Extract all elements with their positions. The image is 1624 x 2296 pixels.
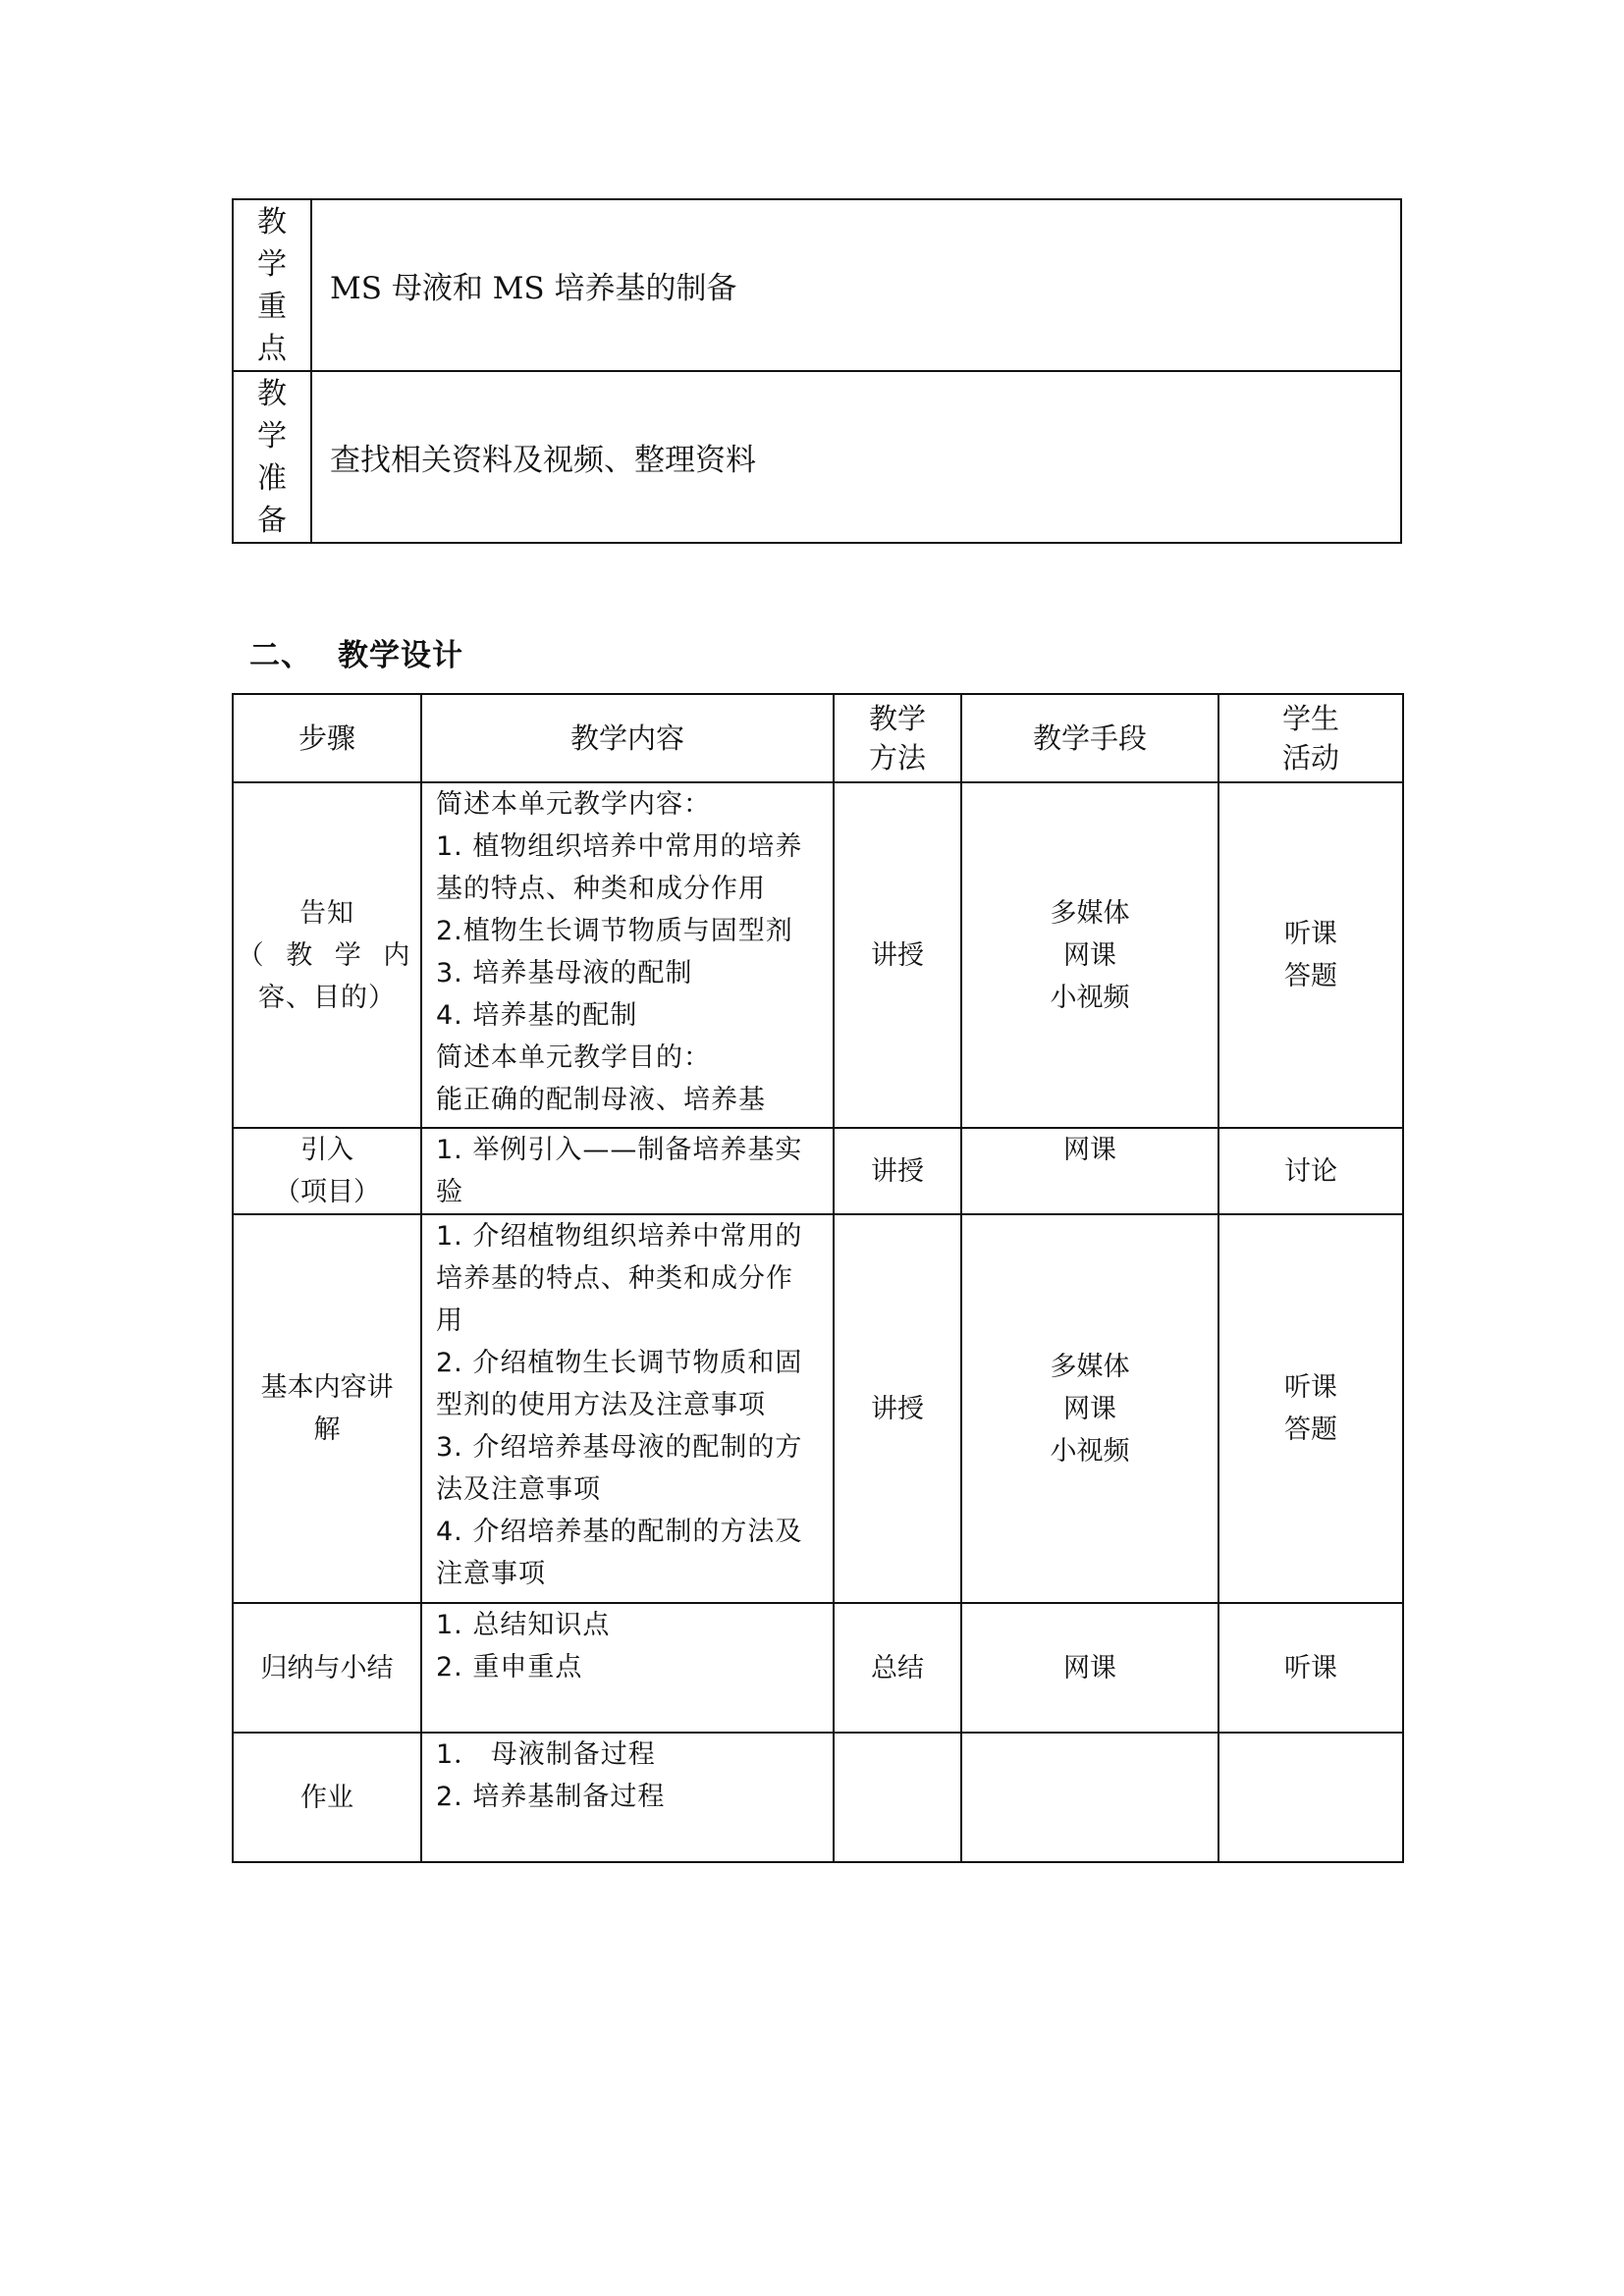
content-line: 3. 介绍培养基母液的配制的方 bbox=[436, 1432, 803, 1463]
means-line: 网课 bbox=[1063, 1135, 1116, 1165]
content-line: 1. 举例引入——制备培养基实 bbox=[436, 1135, 803, 1165]
step-line: 归纳与小结 bbox=[260, 1652, 394, 1683]
activity-cell bbox=[1218, 782, 1403, 1128]
label-char: 备 bbox=[257, 503, 287, 538]
preparation-row bbox=[233, 371, 1401, 543]
activity-line: 听课 bbox=[1284, 1372, 1337, 1403]
activity-line: 答题 bbox=[1284, 1415, 1337, 1445]
content-line: 4. 介绍培养基的配制的方法及 bbox=[436, 1517, 803, 1547]
activity-cell bbox=[1218, 1128, 1403, 1214]
header-content: 教学内容 bbox=[421, 694, 834, 782]
key-points-row bbox=[233, 199, 1401, 371]
content-line: 基的特点、种类和成分作用 bbox=[436, 874, 766, 904]
content-cell bbox=[421, 1603, 834, 1733]
content-line: 3. 培养基母液的配制 bbox=[436, 958, 693, 988]
table-row bbox=[233, 1603, 1403, 1733]
means-line: 多媒体 bbox=[1050, 897, 1130, 929]
method-cell: 讲授 bbox=[834, 1214, 961, 1603]
table-row bbox=[233, 1733, 1403, 1862]
method-cell bbox=[834, 1733, 961, 1862]
label-char: 教 bbox=[257, 376, 287, 411]
method-cell: 讲授 bbox=[834, 782, 961, 1128]
activity-line: 听课 bbox=[1284, 1652, 1337, 1683]
content-line: 4. 培养基的配制 bbox=[436, 1000, 638, 1031]
header-method bbox=[834, 694, 961, 782]
content-line: 法及注意事项 bbox=[436, 1474, 601, 1505]
key-points-label bbox=[233, 199, 311, 371]
teaching-design-table bbox=[232, 693, 1404, 1863]
activity-line: 听课 bbox=[1284, 919, 1337, 949]
content-line: 1. 总结知识点 bbox=[436, 1610, 611, 1640]
means-cell bbox=[961, 1733, 1218, 1862]
content-line: 注意事项 bbox=[436, 1559, 546, 1589]
content-line: 1. 植物组织培养中常用的培养 bbox=[436, 831, 803, 862]
label-char: 学 bbox=[257, 418, 287, 454]
means-cell bbox=[961, 1214, 1218, 1603]
step-line: 容、目的） bbox=[258, 982, 396, 1013]
content-line: 1. 介绍植物组织培养中常用的 bbox=[436, 1221, 803, 1252]
section-heading bbox=[249, 630, 463, 674]
step-line: 作业 bbox=[300, 1782, 353, 1813]
content-line: 2. 培养基制备过程 bbox=[436, 1782, 666, 1812]
content-cell bbox=[421, 1128, 834, 1214]
label-char: 教 bbox=[257, 204, 287, 240]
step-cell bbox=[233, 782, 421, 1128]
header-means: 教学手段 bbox=[961, 694, 1218, 782]
step-line: 引入 bbox=[300, 1135, 353, 1165]
content-line: 简述本单元教学内容： bbox=[436, 789, 711, 820]
content-cell bbox=[421, 1214, 834, 1603]
label-char: 点 bbox=[257, 331, 287, 366]
means-line: 多媒体 bbox=[1050, 1351, 1130, 1382]
content-line: 用 bbox=[436, 1306, 463, 1336]
section-number: 二、 bbox=[249, 638, 312, 673]
label-char: 重 bbox=[257, 289, 287, 324]
step-line: 解 bbox=[313, 1415, 341, 1445]
step-line: （ 教 学 内 bbox=[237, 939, 417, 971]
step-line: 告知 bbox=[299, 897, 354, 929]
table-row bbox=[233, 782, 1403, 1128]
top-info-table bbox=[232, 198, 1402, 544]
header-activity bbox=[1218, 694, 1403, 782]
table-header-row bbox=[233, 694, 1403, 782]
means-cell bbox=[961, 1128, 1218, 1214]
content-cell bbox=[421, 1733, 834, 1862]
means-line: 小视频 bbox=[1050, 982, 1130, 1013]
content-line: 型剂的使用方法及注意事项 bbox=[436, 1390, 766, 1420]
step-cell bbox=[233, 1128, 421, 1214]
header-method-line: 方法 bbox=[868, 741, 926, 774]
method-cell: 讲授 bbox=[834, 1128, 961, 1214]
header-activity-line: 活动 bbox=[1281, 741, 1339, 774]
means-cell bbox=[961, 1603, 1218, 1733]
preparation-content: 查找相关资料及视频、整理资料 bbox=[311, 371, 1401, 543]
step-line: （项目） bbox=[274, 1177, 380, 1207]
table-row bbox=[233, 1128, 1403, 1214]
content-cell bbox=[421, 782, 834, 1128]
activity-cell bbox=[1218, 1733, 1403, 1862]
step-line: 基本内容讲 bbox=[260, 1372, 394, 1403]
step-cell bbox=[233, 1733, 421, 1862]
section-title: 教学设计 bbox=[338, 638, 463, 673]
label-char: 准 bbox=[257, 460, 287, 496]
means-line: 网课 bbox=[1063, 1652, 1116, 1683]
header-step: 步骤 bbox=[233, 694, 421, 782]
activity-cell bbox=[1218, 1603, 1403, 1733]
content-line: 2. 重申重点 bbox=[436, 1652, 583, 1682]
activity-line: 讨论 bbox=[1284, 1155, 1337, 1187]
content-line: 1． 母液制备过程 bbox=[436, 1739, 656, 1770]
content-line: 能正确的配制母液、培养基 bbox=[436, 1085, 766, 1115]
activity-line: 答题 bbox=[1284, 961, 1337, 991]
content-line: 简述本单元教学目的： bbox=[436, 1042, 711, 1073]
content-line: 2. 介绍植物生长调节物质和固 bbox=[436, 1348, 803, 1378]
means-line: 网课 bbox=[1063, 1393, 1116, 1424]
preparation-label bbox=[233, 371, 311, 543]
means-line: 小视频 bbox=[1050, 1435, 1130, 1467]
header-method-line: 教学 bbox=[868, 702, 926, 735]
content-line: 培养基的特点、种类和成分作 bbox=[436, 1263, 793, 1294]
step-cell bbox=[233, 1214, 421, 1603]
means-cell bbox=[961, 782, 1218, 1128]
header-activity-line: 学生 bbox=[1281, 702, 1339, 735]
table-row bbox=[233, 1214, 1403, 1603]
content-line: 2.植物生长调节物质与固型剂 bbox=[436, 916, 793, 946]
step-cell bbox=[233, 1603, 421, 1733]
key-points-content: MS 母液和 MS 培养基的制备 bbox=[311, 199, 1401, 371]
content-line: 验 bbox=[436, 1177, 463, 1207]
label-char: 学 bbox=[257, 246, 287, 282]
activity-cell bbox=[1218, 1214, 1403, 1603]
method-cell: 总结 bbox=[834, 1603, 961, 1733]
means-line: 网课 bbox=[1063, 939, 1116, 971]
